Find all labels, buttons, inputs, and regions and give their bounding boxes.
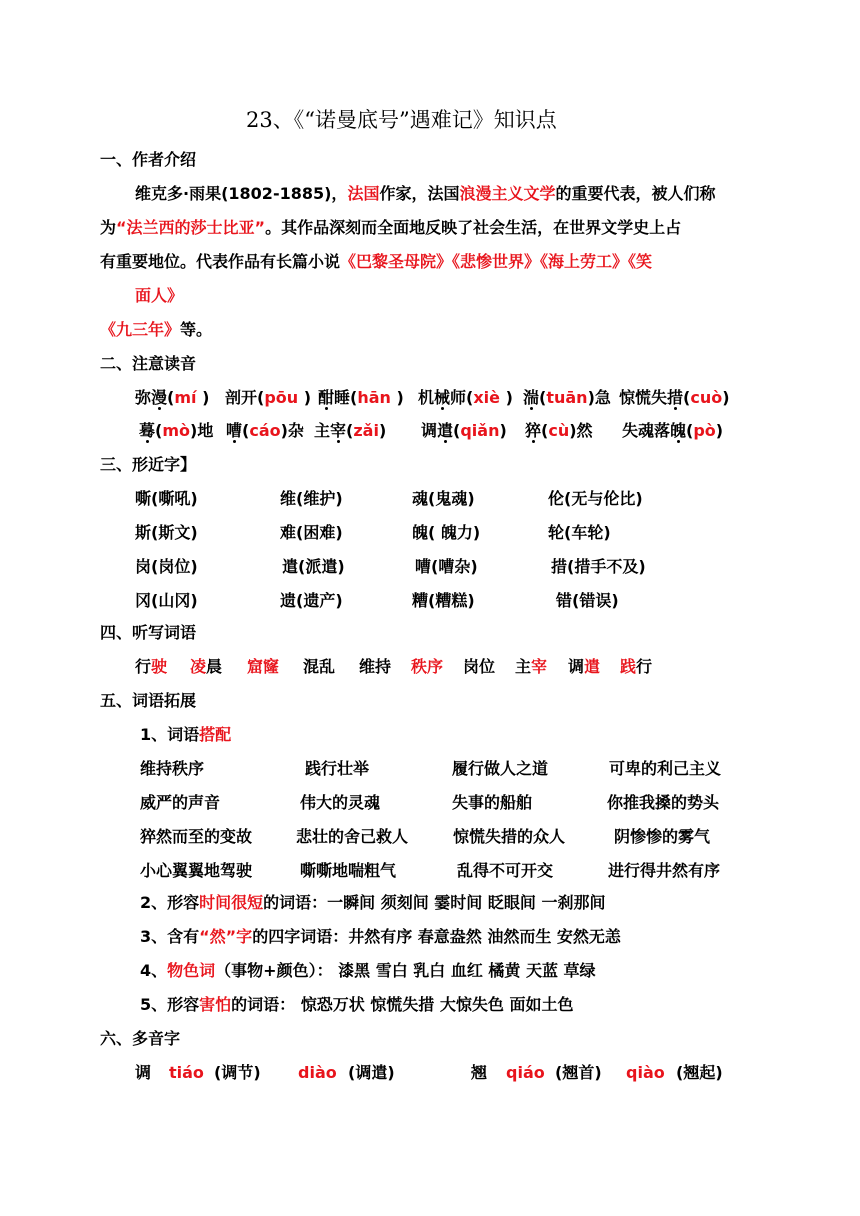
pinyin: hān xyxy=(357,388,391,407)
text: 3、含有 xyxy=(140,927,200,946)
word-part: ( xyxy=(242,421,250,440)
text: 有重要地位。代表作品有长篇小说 xyxy=(100,252,341,271)
collocation-item: 伟大的灵魂 xyxy=(300,793,381,812)
text: （事物+颜色）： 漆黑 雪白 乳白 血红 橘黄 天蓝 草绿 xyxy=(215,961,596,980)
highlight-nickname: “法兰西的莎士比亚” xyxy=(116,218,266,237)
highlight-work: 《九三年》 xyxy=(100,320,181,339)
pinyin: mò xyxy=(162,421,190,440)
highlight-fear: 害怕 xyxy=(199,995,232,1014)
line-color-words xyxy=(140,961,596,981)
similar-char-item: 轮(车轮) xyxy=(548,523,611,542)
word-part: 调 xyxy=(421,421,438,440)
pronunciation-item xyxy=(314,421,386,441)
emphasized-char: 嘈 xyxy=(226,421,243,440)
text: 。其作品深刻而全面地反映了社会生活，在世界文学史上占 xyxy=(265,218,682,237)
author-paragraph-line-4: 面人》 xyxy=(135,286,184,305)
word-part: )然 xyxy=(569,421,593,440)
emphasized-char: 漫 xyxy=(151,388,168,407)
author-paragraph-line-1 xyxy=(135,184,716,204)
word-part: ) xyxy=(390,388,404,407)
emphasized-char: 遣 xyxy=(437,421,454,440)
similar-char-item: 措(措手不及) xyxy=(551,557,646,576)
pronunciation-item xyxy=(523,388,611,408)
word-part: 睡( xyxy=(334,388,358,407)
text: 等。 xyxy=(180,320,213,339)
pinyin: qiào xyxy=(626,1063,665,1082)
similar-char-item: 遗(遗产) xyxy=(280,591,343,610)
highlight-short-time: 时间很短 xyxy=(199,893,264,912)
pinyin: qiǎn xyxy=(460,421,500,440)
collocation-item: 失事的船舶 xyxy=(452,793,533,812)
word-part: ( xyxy=(167,388,175,407)
pinyin: tiáo xyxy=(169,1063,204,1082)
collocation-item: 乱得不可开交 xyxy=(457,861,554,880)
similar-char-item: 嘈(嘈杂) xyxy=(415,557,478,576)
similar-char-item: 魂(鬼魂) xyxy=(412,489,475,508)
author-paragraph-line-5 xyxy=(100,320,212,340)
collocation-item: 惊慌失措的众人 xyxy=(453,827,566,846)
highlight-romanticism: 浪漫主义文学 xyxy=(459,184,556,203)
similar-char-item: 魄( 魄力) xyxy=(412,523,481,542)
word-part: 弥 xyxy=(135,388,152,407)
text: 2、形容 xyxy=(140,893,200,912)
dictation-word xyxy=(463,657,495,677)
page-title: 23、《“诺曼底号”遇难记》知识点 xyxy=(246,108,557,132)
polyphonic-text: (调节) xyxy=(214,1063,261,1082)
word-part: ) xyxy=(715,421,724,440)
word-part: 混乱 xyxy=(303,657,336,676)
emphasized-char: 措 xyxy=(667,388,684,407)
emphasized-char: 魄 xyxy=(670,421,687,440)
dictation-word xyxy=(411,657,443,677)
subheading-collocation xyxy=(140,725,231,745)
line-ran-words xyxy=(140,927,621,947)
text: 的四字词语：井然有序 春意盎然 油然而生 安然无恙 xyxy=(252,927,621,946)
similar-char-item: 伦(无与伦比) xyxy=(548,489,643,508)
pinyin: cù xyxy=(548,421,570,440)
collocation-item: 阴惨惨的雾气 xyxy=(614,827,711,846)
word-part: 开( xyxy=(241,388,265,407)
pronunciation-item xyxy=(135,388,209,408)
section-heading-expansion: 五、词语拓展 xyxy=(100,691,197,710)
word-part: ) xyxy=(500,388,513,407)
word-part: 机 xyxy=(418,388,435,407)
dictation-word xyxy=(515,657,547,677)
section-heading-dictation: 四、听写词语 xyxy=(100,623,197,642)
pronunciation-item xyxy=(139,421,213,441)
text: 为 xyxy=(100,218,117,237)
word-part-red: 遣 xyxy=(584,657,601,676)
pinyin: tuān xyxy=(546,388,588,407)
collocation-item: 进行得井然有序 xyxy=(608,861,721,880)
word-part-red: 凌 xyxy=(190,657,207,676)
line-short-time xyxy=(140,893,605,913)
highlight-color-words: 物色词 xyxy=(167,961,216,980)
similar-char-item: 斯(斯文) xyxy=(135,523,198,542)
word-part: 失魂落 xyxy=(622,421,671,440)
text: 的重要代表，被人们称 xyxy=(555,184,716,203)
word-part: ( xyxy=(346,421,354,440)
word-part: )杂 xyxy=(280,421,304,440)
similar-char-item: 维(维护) xyxy=(280,489,343,508)
word-part: 主 xyxy=(515,657,532,676)
word-part: )地 xyxy=(190,421,214,440)
word-part: ) xyxy=(378,421,387,440)
polyphonic-text: 翘 xyxy=(471,1063,488,1082)
polyphonic-text: (翘首) xyxy=(555,1063,602,1082)
word-part: 师( xyxy=(450,388,474,407)
section-heading-author: 一、作者介绍 xyxy=(100,150,197,169)
section-heading-pronunciation: 二、注意读音 xyxy=(100,354,197,373)
polyphonic-text: (翘起) xyxy=(676,1063,723,1082)
text: 的词语： 惊恐万状 惊慌失措 大惊失色 面如土色 xyxy=(231,995,574,1014)
word-part-red: 秩序 xyxy=(411,657,444,676)
similar-char-item: 难(困难) xyxy=(280,523,343,542)
pinyin: cáo xyxy=(249,421,281,440)
highlight-country: 法国 xyxy=(347,184,380,203)
collocation-item: 履行做人之道 xyxy=(452,759,549,778)
word-part: ( xyxy=(683,388,691,407)
pronunciation-item xyxy=(622,421,723,441)
word-part: ( xyxy=(686,421,694,440)
dictation-word xyxy=(247,657,279,677)
pronunciation-item xyxy=(619,388,730,408)
word-part: ) xyxy=(499,421,507,440)
pinyin: mí xyxy=(174,388,197,407)
emphasized-char: 蓦 xyxy=(139,421,156,440)
similar-char-item: 岗(岗位) xyxy=(135,557,198,576)
collocation-item: 威严的声音 xyxy=(140,793,221,812)
pronunciation-item xyxy=(225,388,311,408)
emphasized-char: 酣 xyxy=(318,388,335,407)
similar-char-item: 遣(派遣) xyxy=(282,557,345,576)
pinyin: cuò xyxy=(690,388,723,407)
pinyin: zǎi xyxy=(353,421,379,440)
pinyin: pò xyxy=(693,421,716,440)
word-part: 主 xyxy=(314,421,331,440)
similar-char-item: 错(错误) xyxy=(556,591,619,610)
text: 作家，法国 xyxy=(379,184,460,203)
collocation-item: 践行壮举 xyxy=(305,759,370,778)
word-part-red: 践 xyxy=(620,657,637,676)
word-part: ( xyxy=(541,421,549,440)
emphasized-char: 湍 xyxy=(523,388,540,407)
pronunciation-item xyxy=(525,421,593,441)
emphasized-char: 猝 xyxy=(525,421,542,440)
text: 的词语：一瞬间 须刻间 霎时间 眨眼间 一刹那间 xyxy=(263,893,606,912)
pronunciation-item xyxy=(418,388,513,408)
author-years: (1802-1885) xyxy=(221,184,332,203)
dictation-word xyxy=(620,657,652,677)
section-heading-polyphonic: 六、多音字 xyxy=(100,1029,181,1048)
dictation-word xyxy=(135,657,167,677)
word-part-red: 窟窿 xyxy=(247,657,280,676)
dictation-word xyxy=(190,657,222,677)
pinyin: diào xyxy=(298,1063,337,1082)
word-part: ( xyxy=(155,421,163,440)
author-paragraph-line-3 xyxy=(100,252,652,272)
collocation-item: 你推我搡的势头 xyxy=(607,793,720,812)
polyphonic-text: 调 xyxy=(135,1063,152,1082)
collocation-item: 嘶嘶地喘粗气 xyxy=(300,861,397,880)
word-part: 剖 xyxy=(225,388,242,407)
word-part: ) xyxy=(298,388,312,407)
word-part: ) xyxy=(196,388,210,407)
emphasized-char: 械 xyxy=(434,388,451,407)
similar-char-item: 嘶(嘶吼) xyxy=(135,489,198,508)
pinyin: pōu xyxy=(264,388,299,407)
collocation-item: 可卑的利己主义 xyxy=(609,759,722,778)
word-part: 惊慌失 xyxy=(619,388,668,407)
word-part: 维持 xyxy=(359,657,392,676)
word-part: ( xyxy=(453,421,461,440)
word-part-red: 驶 xyxy=(151,657,168,676)
text: 1、词语 xyxy=(140,725,200,744)
highlight-collocation: 搭配 xyxy=(199,725,232,744)
text: 4、 xyxy=(140,961,168,980)
dictation-word xyxy=(568,657,600,677)
pinyin: xiè xyxy=(473,388,501,407)
word-part: )急 xyxy=(587,388,611,407)
line-fear-words xyxy=(140,995,573,1015)
collocation-item: 悲壮的舍己救人 xyxy=(296,827,409,846)
dictation-word xyxy=(359,657,391,677)
similar-char-item: 冈(山冈) xyxy=(135,591,198,610)
word-part: 行 xyxy=(636,657,653,676)
word-part-red: 宰 xyxy=(531,657,548,676)
pronunciation-item xyxy=(318,388,404,408)
highlight-ran: “然”字 xyxy=(199,927,253,946)
word-part: 晨 xyxy=(206,657,223,676)
author-name: 维克多·雨果 xyxy=(135,184,222,203)
section-heading-similar-chars: 三、形近字】 xyxy=(100,455,197,474)
word-part: 调 xyxy=(568,657,585,676)
text: 5、形容 xyxy=(140,995,200,1014)
similar-char-item: 糟(糟糕) xyxy=(412,591,475,610)
word-part: ( xyxy=(539,388,547,407)
pronunciation-item xyxy=(421,421,507,441)
dictation-word xyxy=(303,657,335,677)
pronunciation-item xyxy=(226,421,304,441)
word-part: 行 xyxy=(135,657,152,676)
collocation-item: 猝然而至的变故 xyxy=(140,827,253,846)
author-paragraph-line-2 xyxy=(100,218,681,238)
polyphonic-text: (调遣) xyxy=(348,1063,395,1082)
emphasized-char: 宰 xyxy=(330,421,347,440)
word-part: ) xyxy=(722,388,730,407)
highlight-works: 《巴黎圣母院》《悲惨世界》《海上劳工》《笑 xyxy=(340,252,653,271)
word-part: 岗位 xyxy=(463,657,496,676)
collocation-item: 维持秩序 xyxy=(140,759,205,778)
pinyin: qiáo xyxy=(506,1063,545,1082)
text: ， xyxy=(331,184,348,203)
collocation-item: 小心翼翼地驾驶 xyxy=(140,861,253,880)
